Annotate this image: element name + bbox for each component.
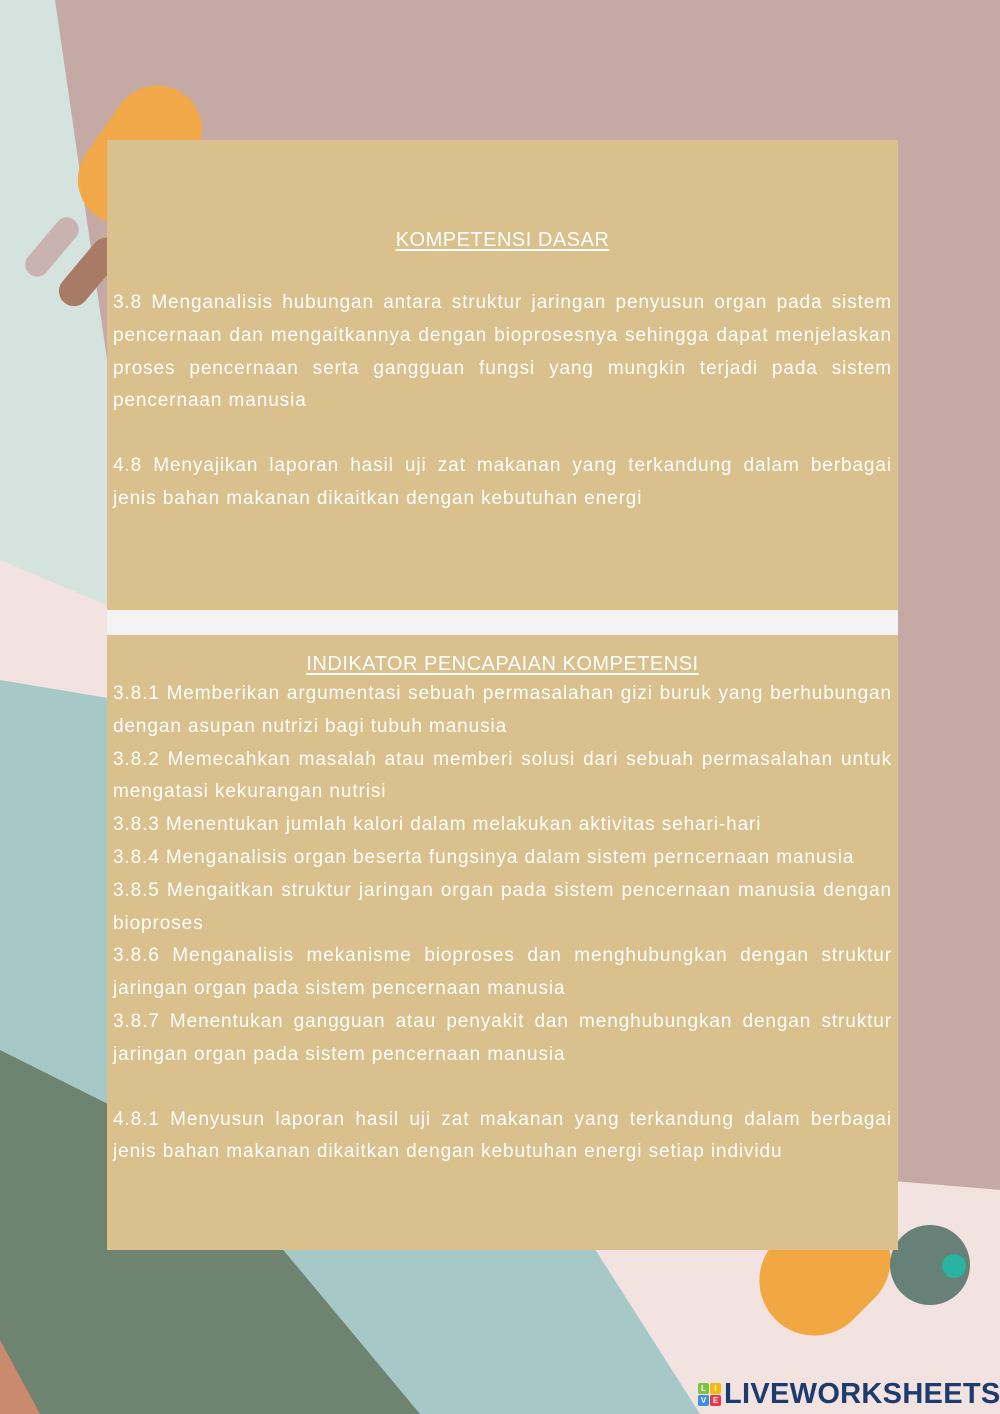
indikator-item: 4.8.1 Menyusun laporan hasil uji zat makanan yang terkandung dalam berbagai jenis bahan makanan dikaitkan dengan kebutuhan energi setiap individu bbox=[113, 1108, 892, 1163]
indikator-item: 3.8.6 Menganalisis mekanisme bioproses dan menghubungkan dengan struktur jaringan organ pada sistem pencernaan manusia bbox=[113, 945, 892, 1000]
logo-letter: E bbox=[710, 1395, 721, 1406]
logo-text: LIVEWORKSHEETS bbox=[724, 1378, 1000, 1410]
indikator-item: 3.8.4 Menganalisis organ beserta fungsinya dalam sistem perncernaan manusia bbox=[113, 846, 855, 868]
indikator-title: INDIKATOR PENCAPAIAN KOMPETENSI bbox=[306, 653, 699, 675]
kompetensi-dasar-panel bbox=[107, 140, 898, 610]
indikator-item: 3.8.3 Menentukan jumlah kalori dalam melakukan aktivitas sehari-hari bbox=[113, 814, 762, 836]
indikator-item: 3.8.7 Menentukan gangguan atau penyakit dan menghubungkan dengan struktur jaringan organ pada sistem pencernaan manusia bbox=[113, 1010, 892, 1065]
logo-letter: V bbox=[698, 1395, 709, 1406]
live-logo-icon bbox=[698, 1383, 721, 1406]
kd-item-3-8: 3.8 Menganalisis hubungan antara struktur jaringan penyusun organ pada sistem pencernaan dan mengaitkannya dengan bioprosesnya sehingga dapat menjelaskan proses pencernaan serta gangguan fungsi yang mungkin terjadi pada sistem pencernaan manusia bbox=[113, 292, 892, 412]
indikator-item: 3.8.5 Mengaitkan struktur jaringan organ pada sistem pencernaan manusia dengan bioproses bbox=[113, 879, 892, 934]
divider-strip bbox=[107, 610, 898, 635]
kd-item-4-8: 4.8 Menyajikan laporan hasil uji zat makanan yang terkandung dalam berbagai jenis bahan makanan dikaitkan dengan kebutuhan energi bbox=[113, 455, 892, 509]
logo-letter: I bbox=[710, 1383, 721, 1394]
logo-letter: L bbox=[698, 1383, 709, 1394]
indikator-panel bbox=[107, 635, 898, 1250]
kompetensi-dasar-title: KOMPETENSI DASAR bbox=[395, 229, 610, 251]
liveworksheets-logo[interactable] bbox=[698, 1378, 1000, 1411]
indikator-item: 3.8.2 Memecahkan masalah atau memberi solusi dari sebuah permasalahan untuk mengatasi kekurangan nutrisi bbox=[113, 748, 892, 803]
indikator-item: 3.8.1 Memberikan argumentasi sebuah permasalahan gizi buruk yang berhubungan dengan asupan nutrizi bagi tubuh manusia bbox=[113, 683, 892, 737]
